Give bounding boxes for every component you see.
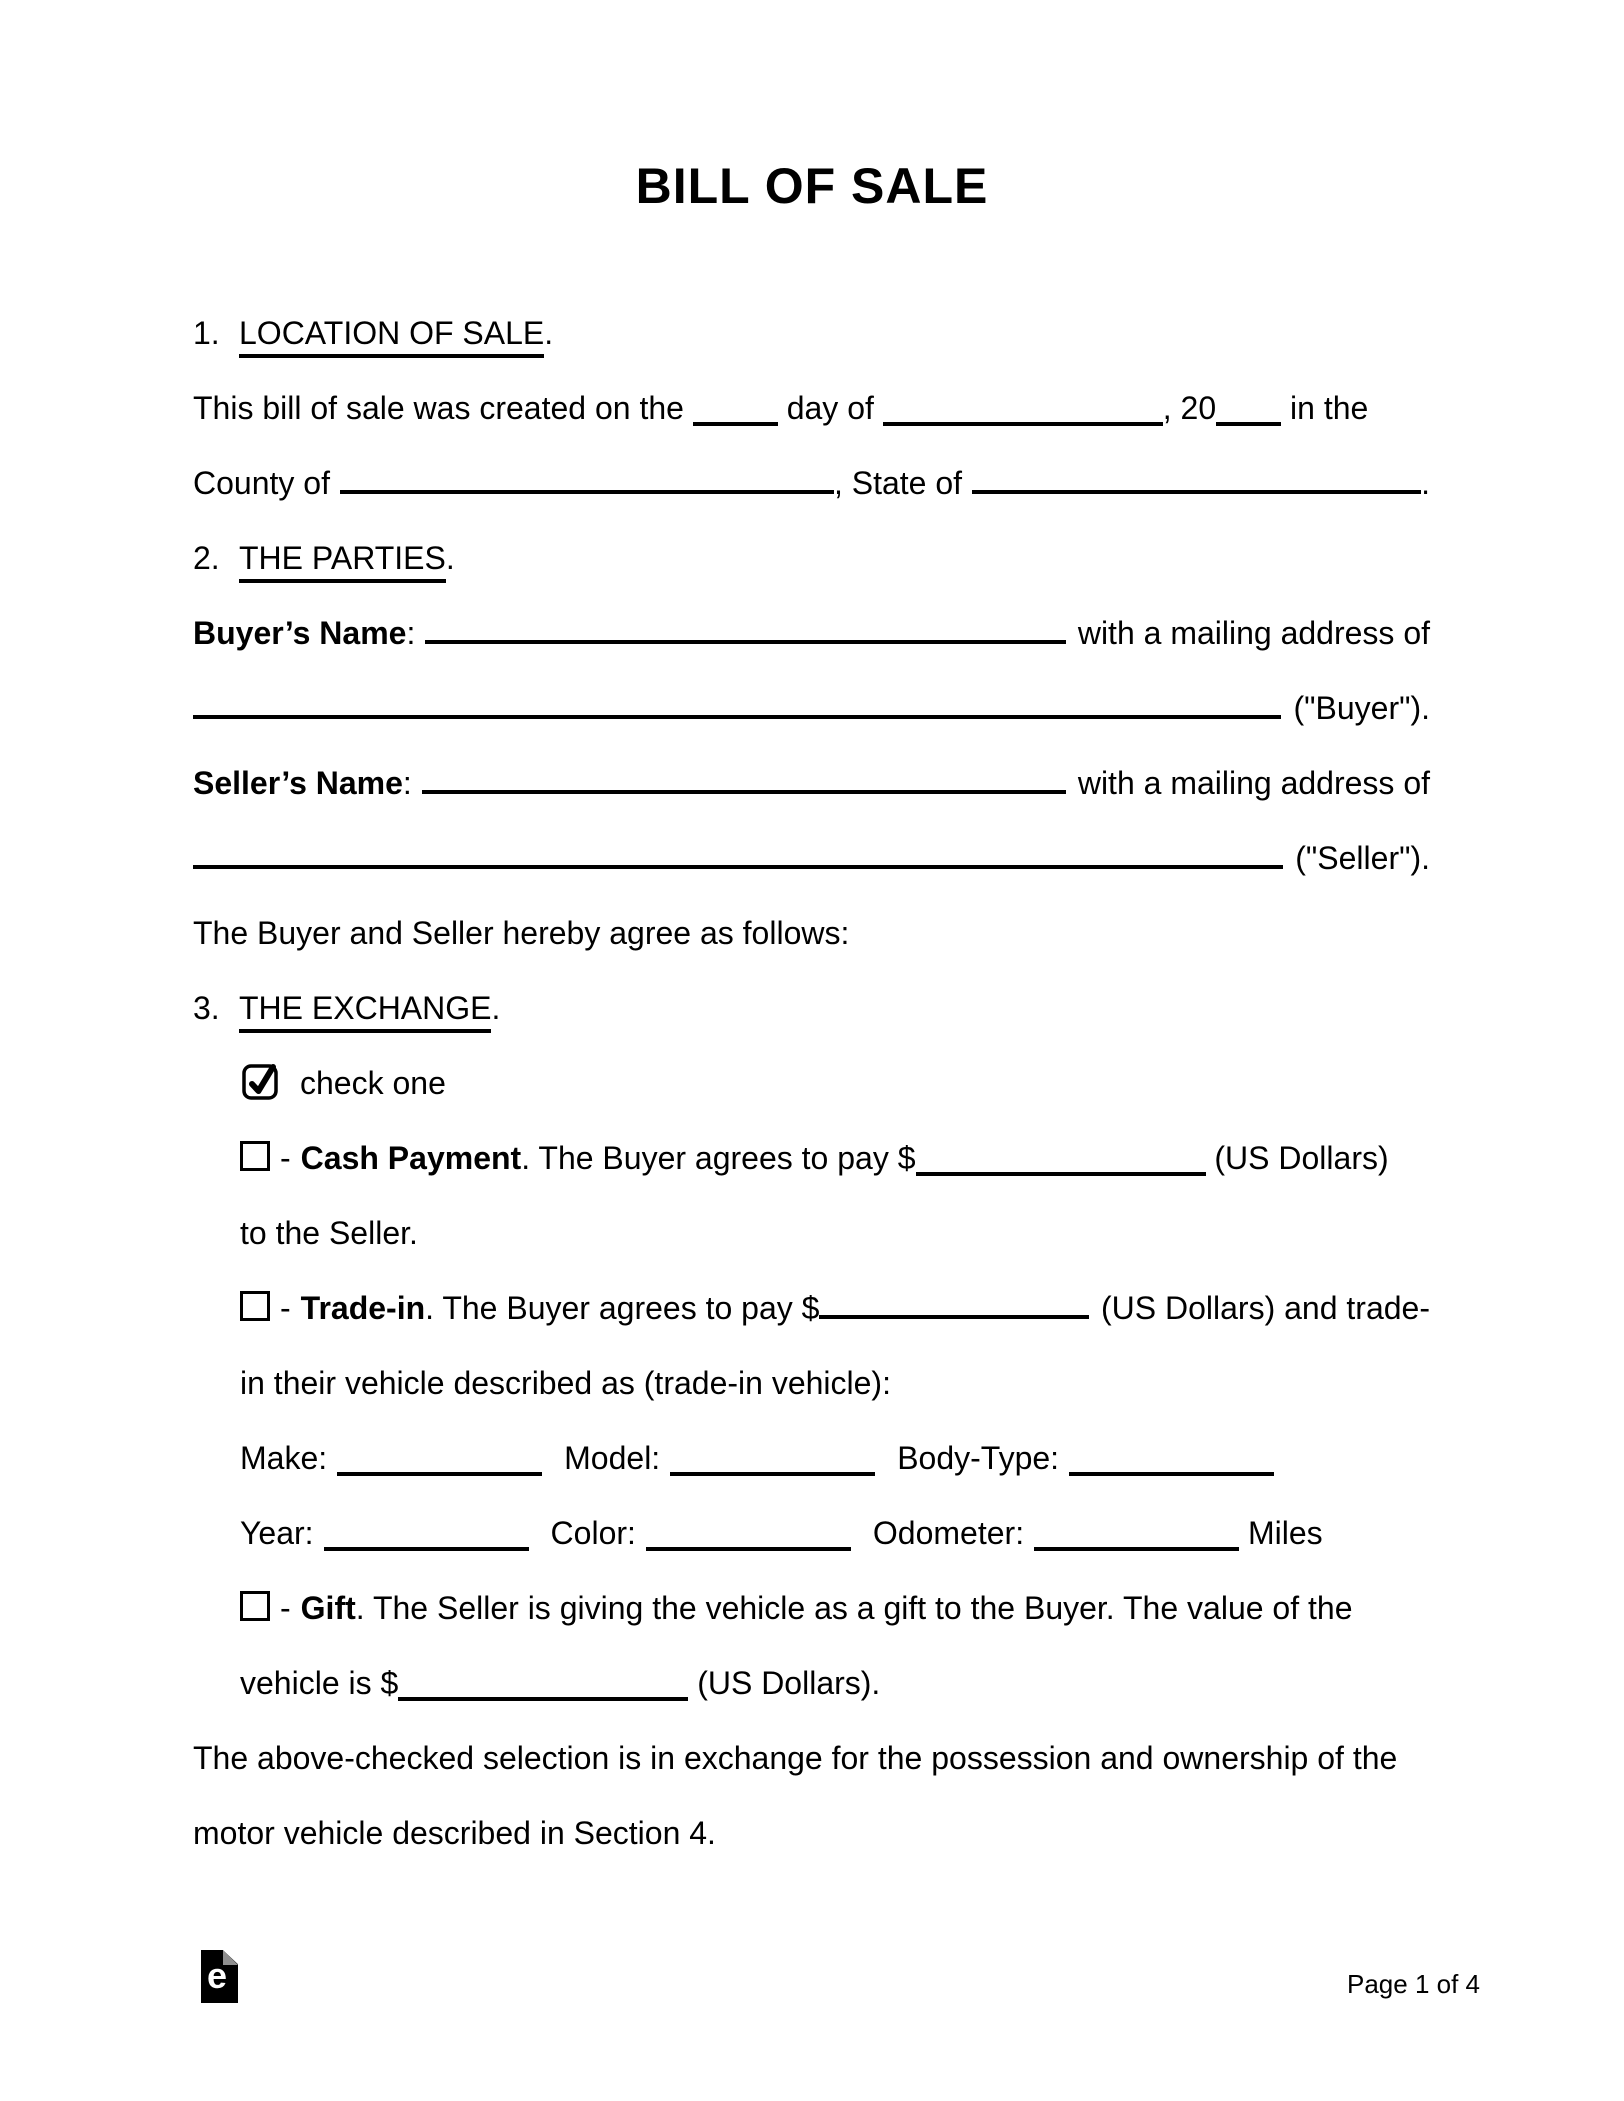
page-indicator: Page 1 of 4 [1347,1969,1480,1999]
section-2-number: 2. [193,540,220,576]
location-text-1: This bill of sale was created on the [193,390,693,426]
gift-value-blank-field[interactable] [398,1663,688,1701]
section-1-number: 1. [193,315,220,351]
trade-in-tail: (US Dollars) and trade- [1101,1290,1430,1326]
gift-label: Gift [300,1590,356,1626]
odometer-label: Odometer: [872,1515,1025,1551]
cash-amount-blank-field[interactable] [916,1138,1206,1176]
section-3-heading-period: . [491,990,501,1026]
location-sentence-line-1 [193,371,1430,446]
county-blank-field[interactable] [340,460,834,494]
section-3-number: 3. [193,990,220,1026]
buyer-address-line [193,671,1430,746]
seller-name-line [193,746,1430,821]
gift-checkbox[interactable] [240,1591,270,1621]
buyer-name-line [193,596,1430,671]
buyer-name-label: Buyer’s Name: [193,615,416,651]
seller-address-line [193,821,1430,896]
section-1-heading-text: LOCATION OF SALE [239,315,544,358]
check-one-label: check one [300,1065,446,1101]
odometer-blank-field[interactable] [1034,1513,1239,1551]
closing-paragraph-line-1: The above-checked selection is in exchange for the possession and ownership of the [193,1740,1398,1776]
year-blank-field[interactable] [1216,388,1281,426]
gift-dash: - [280,1590,291,1626]
color-blank-field[interactable] [646,1513,851,1551]
year-label: Year: [240,1515,314,1551]
gift-line [193,1571,1430,1646]
checked-checkbox-icon [240,1059,284,1103]
buyer-mailing-address-text: with a mailing address of [1077,615,1430,651]
document-body [193,296,1430,1871]
trade-in-label: Trade-in [300,1290,426,1326]
vehicle-row-2 [193,1496,1430,1571]
cash-dash: - [280,1140,291,1176]
trade-in-lead [240,1271,819,1346]
color-label: Color: [550,1515,636,1551]
check-one-line [193,1046,1430,1121]
gift-value-tail: (US Dollars). [688,1665,881,1701]
seller-paren-text: ("Seller"). [1295,840,1430,876]
state-blank-field[interactable] [972,460,1421,494]
section-1-heading [193,296,1430,371]
cash-payment-text: . The Buyer agrees to pay $ [521,1140,916,1176]
model-label: Model: [564,1440,661,1476]
buyer-address-blank-field[interactable] [193,685,1281,719]
page-title: BILL OF SALE [635,158,989,214]
day-blank-field[interactable] [693,388,778,426]
model-blank-field[interactable] [670,1438,875,1476]
section-2-heading-text: THE PARTIES [239,540,446,583]
eforms-logo [201,1950,238,2003]
seller-address-blank-field[interactable] [193,835,1283,869]
location-text-2: day of [777,390,883,426]
seller-name-blank-field[interactable] [422,760,1066,794]
trade-in-checkbox[interactable] [240,1291,270,1321]
location-text-4: in the [1281,390,1369,426]
agreement-intro: The Buyer and Seller hereby agree as follows: [193,915,850,951]
body-type-label: Body-Type: [897,1440,1060,1476]
trade-in-amount-blank-field[interactable] [819,1285,1089,1319]
section-3-heading [193,971,1430,1046]
miles-label: Miles [1239,1515,1323,1551]
trade-in-line-2: in their vehicle described as (trade-in vehicle): [240,1365,891,1401]
gift-line-2 [193,1646,1430,1721]
trade-in-line [193,1271,1430,1346]
state-label: , State of [833,465,963,501]
buyer-paren-text: ("Buyer"). [1293,690,1430,726]
section-3-heading-text: THE EXCHANGE [239,990,491,1033]
county-label: County of [193,465,330,501]
gift-text: . The Seller is giving the vehicle as a gift to the Buyer. The value of the [355,1590,1353,1626]
body-type-blank-field[interactable] [1069,1438,1274,1476]
vehicle-year-blank-field[interactable] [324,1513,529,1551]
buyer-name-blank-field[interactable] [425,610,1066,644]
location-text-3: , 20 [1162,390,1217,426]
cash-payment-line [193,1121,1430,1196]
section-2-heading-period: . [445,540,455,576]
eforms-logo-letter: e [207,1955,228,1996]
trade-in-text: . The Buyer agrees to pay $ [425,1290,820,1326]
trade-in-dash: - [280,1290,291,1326]
month-blank-field[interactable] [883,388,1163,426]
make-label: Make: [240,1440,328,1476]
seller-name-label: Seller’s Name: [193,765,412,801]
section-1-heading-period: . [544,315,554,351]
make-blank-field[interactable] [337,1438,542,1476]
seller-mailing-address-text: with a mailing address of [1077,765,1430,801]
cash-payment-line-2: to the Seller. [240,1215,418,1251]
location-line-2-period: . [1421,465,1430,501]
cash-payment-checkbox[interactable] [240,1141,270,1171]
cash-payment-label: Cash Payment [300,1140,522,1176]
cash-payment-tail: (US Dollars) [1205,1140,1389,1176]
section-2-heading [193,521,1430,596]
gift-value-text: vehicle is $ [240,1665,399,1701]
vehicle-row-1 [193,1421,1430,1496]
closing-paragraph-line-2: motor vehicle described in Section 4. [193,1815,716,1851]
location-sentence-line-2 [193,446,1430,521]
